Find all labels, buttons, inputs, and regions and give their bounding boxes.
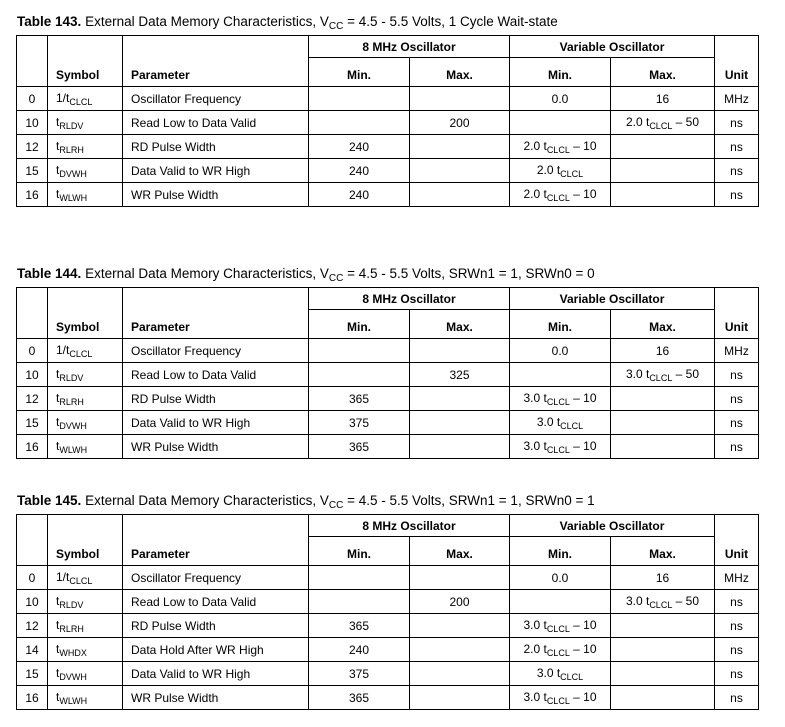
header-no [17, 537, 48, 566]
header-row-columns [17, 537, 759, 566]
cell-parameter: Read Low to Data Valid [123, 111, 309, 135]
cell-main: 0.0 [551, 570, 569, 585]
caption-label: Table 143. [17, 14, 82, 29]
cell-subscript: CLCL [546, 445, 570, 455]
header-blank-symbol [48, 288, 123, 310]
cell-max-8mhz [410, 387, 510, 411]
cell-symbol [48, 183, 123, 207]
cell-parameter: Data Valid to WR High [123, 662, 309, 686]
header-variable-oscillator: Variable Oscillator [510, 515, 715, 537]
header-parameter: Parameter [123, 537, 309, 566]
cell-tail: – 10 [569, 139, 597, 153]
cell-main: 3.0 t [625, 594, 650, 608]
header-unit: Unit [715, 537, 759, 566]
cell-max-8mhz [410, 662, 510, 686]
cell-tail: – 50 [672, 115, 700, 129]
cell-tail: – 10 [569, 618, 597, 632]
header-blank-unit [715, 515, 759, 537]
cell-unit: ns [715, 135, 759, 159]
header-min-variable: Min. [510, 58, 611, 87]
table-row [17, 686, 759, 710]
header-blank-unit [715, 36, 759, 58]
cell-symbol [48, 566, 123, 590]
cell-main: 3.0 t [523, 391, 547, 405]
cell-number: 15 [17, 662, 48, 686]
header-max-variable: Max. [611, 58, 715, 87]
cell-main: 16 [655, 91, 670, 106]
cell-main: t [56, 439, 60, 453]
cell-main: t [56, 594, 60, 608]
data-table [16, 514, 759, 710]
table-row [17, 87, 759, 111]
cell-number: 16 [17, 435, 48, 459]
cell-min-variable [510, 135, 611, 159]
cell-min-variable [510, 590, 611, 614]
cell-number: 15 [17, 411, 48, 435]
cell-subscript: CLCL [546, 696, 570, 706]
cell-unit: ns [715, 614, 759, 638]
cell-min-variable [510, 614, 611, 638]
cell-symbol [48, 135, 123, 159]
cell-subscript: WLWH [59, 445, 88, 455]
caption-text: External Data Memory Characteristics, V [85, 266, 329, 281]
table-caption [17, 266, 595, 282]
cell-main: t [56, 163, 60, 177]
cell-tail: – 10 [569, 187, 597, 201]
cell-max-variable [611, 614, 715, 638]
header-symbol: Symbol [48, 537, 123, 566]
cell-subscript: WLWH [59, 193, 88, 203]
cell-subscript: DVWH [59, 672, 87, 682]
cell-max-8mhz [410, 614, 510, 638]
table-row [17, 339, 759, 363]
cell-max-8mhz [410, 183, 510, 207]
cell-max-variable [611, 135, 715, 159]
header-parameter: Parameter [123, 58, 309, 87]
cell-main: 0.0 [551, 91, 569, 106]
header-8mhz-oscillator: 8 MHz Oscillator [309, 515, 510, 537]
cell-tail: – 10 [569, 642, 597, 656]
table-row [17, 183, 759, 207]
cell-max-variable [611, 183, 715, 207]
cell-min-8mhz: 365 [309, 686, 410, 710]
cell-subscript: RLDV [59, 121, 84, 131]
cell-subscript: CLCL [560, 672, 584, 682]
cell-min-variable [510, 638, 611, 662]
cell-max-8mhz [410, 638, 510, 662]
header-row-columns [17, 310, 759, 339]
cell-max-8mhz [410, 686, 510, 710]
cell-main: 2.0 t [536, 163, 561, 177]
cell-max-variable [611, 159, 715, 183]
header-symbol: Symbol [48, 310, 123, 339]
cell-subscript: CLCL [546, 624, 570, 634]
cell-parameter: RD Pulse Width [123, 387, 309, 411]
cell-min-8mhz [309, 566, 410, 590]
cell-min-variable [510, 686, 611, 710]
cell-main: t [56, 187, 60, 201]
cell-number: 0 [17, 566, 48, 590]
table-row [17, 135, 759, 159]
cell-max-variable [611, 435, 715, 459]
cell-max-8mhz: 200 [410, 590, 510, 614]
header-max-variable: Max. [611, 310, 715, 339]
header-min-variable: Min. [510, 310, 611, 339]
cell-number: 12 [17, 387, 48, 411]
cell-main: t [56, 618, 60, 632]
table-row [17, 363, 759, 387]
cell-unit: ns [715, 435, 759, 459]
cell-main: t [56, 367, 60, 381]
cell-unit: ns [715, 111, 759, 135]
cell-subscript: CLCL [560, 169, 584, 179]
header-max-variable: Max. [611, 537, 715, 566]
header-variable-oscillator: Variable Oscillator [510, 288, 715, 310]
cell-min-variable [510, 339, 611, 363]
cell-main: 2.0 t [523, 187, 547, 201]
cell-max-8mhz: 325 [410, 363, 510, 387]
cell-min-variable [510, 435, 611, 459]
cell-min-8mhz [309, 363, 410, 387]
cell-subscript: RLRH [59, 624, 84, 634]
caption-tail: = 4.5 - 5.5 Volts, SRWn1 = 1, SRWn0 = 0 [343, 266, 595, 281]
cell-main: 16 [655, 570, 670, 585]
caption-sub: CC [328, 500, 344, 511]
cell-max-8mhz [410, 159, 510, 183]
cell-parameter: Oscillator Frequency [123, 87, 309, 111]
cell-main: 1/t [56, 343, 70, 357]
cell-min-8mhz: 365 [309, 387, 410, 411]
cell-symbol [48, 363, 123, 387]
caption-text: External Data Memory Characteristics, V [85, 493, 329, 508]
cell-parameter: Oscillator Frequency [123, 339, 309, 363]
cell-max-variable [611, 111, 715, 135]
cell-unit: ns [715, 662, 759, 686]
cell-subscript: WHDX [59, 648, 87, 658]
header-parameter: Parameter [123, 310, 309, 339]
cell-subscript: CLCL [69, 97, 93, 107]
cell-subscript: CLCL [560, 421, 584, 431]
header-blank-parameter [123, 288, 309, 310]
header-8mhz-oscillator: 8 MHz Oscillator [309, 288, 510, 310]
cell-parameter: Read Low to Data Valid [123, 590, 309, 614]
cell-unit: MHz [715, 87, 759, 111]
cell-tail: – 10 [569, 690, 597, 704]
cell-subscript: CLCL [649, 600, 673, 610]
cell-min-variable [510, 411, 611, 435]
cell-main: 3.0 t [536, 666, 561, 680]
cell-parameter: Data Valid to WR High [123, 159, 309, 183]
cell-number: 10 [17, 590, 48, 614]
cell-min-8mhz: 375 [309, 662, 410, 686]
header-row-groups [17, 36, 759, 58]
cell-max-8mhz [410, 339, 510, 363]
header-blank-no [17, 36, 48, 58]
cell-main: 3.0 t [523, 439, 547, 453]
cell-max-variable [611, 662, 715, 686]
cell-min-8mhz: 240 [309, 135, 410, 159]
cell-max-variable [611, 411, 715, 435]
cell-number: 12 [17, 135, 48, 159]
cell-tail: – 10 [569, 391, 597, 405]
cell-unit: MHz [715, 566, 759, 590]
table-row [17, 662, 759, 686]
cell-parameter: WR Pulse Width [123, 435, 309, 459]
cell-symbol [48, 339, 123, 363]
cell-main: 3.0 t [523, 618, 547, 632]
cell-symbol [48, 435, 123, 459]
caption-tail: = 4.5 - 5.5 Volts, 1 Cycle Wait-state [343, 14, 558, 29]
cell-main: 2.0 t [625, 115, 650, 129]
cell-min-8mhz [309, 590, 410, 614]
header-min-8mhz: Min. [309, 310, 410, 339]
cell-symbol [48, 387, 123, 411]
cell-unit: ns [715, 686, 759, 710]
cell-max-8mhz [410, 435, 510, 459]
cell-main: 1/t [56, 91, 70, 105]
cell-min-8mhz [309, 111, 410, 135]
header-no [17, 310, 48, 339]
header-max-8mhz: Max. [410, 58, 510, 87]
cell-symbol [48, 111, 123, 135]
table-caption [17, 493, 595, 509]
cell-unit: MHz [715, 339, 759, 363]
cell-subscript: CLCL [546, 397, 570, 407]
cell-unit: ns [715, 159, 759, 183]
table-header [17, 515, 759, 566]
caption-text: External Data Memory Characteristics, V [85, 14, 329, 29]
cell-parameter: WR Pulse Width [123, 686, 309, 710]
cell-min-variable [510, 183, 611, 207]
header-unit: Unit [715, 310, 759, 339]
cell-min-variable [510, 662, 611, 686]
cell-number: 10 [17, 111, 48, 135]
table-row [17, 590, 759, 614]
header-blank-no [17, 288, 48, 310]
table-caption [17, 14, 558, 30]
header-row-groups [17, 288, 759, 310]
cell-main: 2.0 t [523, 139, 547, 153]
header-max-8mhz: Max. [410, 537, 510, 566]
cell-main: 3.0 t [536, 415, 561, 429]
cell-main: 1/t [56, 570, 70, 584]
cell-subscript: CLCL [69, 576, 93, 586]
cell-max-variable [611, 638, 715, 662]
table-row [17, 435, 759, 459]
cell-symbol [48, 662, 123, 686]
cell-subscript: RLRH [59, 145, 84, 155]
data-table [16, 35, 759, 207]
cell-unit: ns [715, 590, 759, 614]
cell-number: 16 [17, 686, 48, 710]
table-header [17, 288, 759, 339]
cell-symbol [48, 590, 123, 614]
table-row [17, 566, 759, 590]
cell-subscript: RLDV [59, 600, 84, 610]
cell-min-variable [510, 111, 611, 135]
table-row [17, 159, 759, 183]
cell-symbol [48, 686, 123, 710]
cell-main: 3.0 t [523, 690, 547, 704]
header-variable-oscillator: Variable Oscillator [510, 36, 715, 58]
cell-subscript: DVWH [59, 421, 87, 431]
cell-main: t [56, 642, 60, 656]
header-no [17, 58, 48, 87]
cell-symbol [48, 159, 123, 183]
cell-unit: ns [715, 363, 759, 387]
cell-main: 3.0 t [625, 367, 650, 381]
cell-subscript: CLCL [546, 193, 570, 203]
cell-tail: – 50 [672, 367, 700, 381]
cell-subscript: DVWH [59, 169, 87, 179]
cell-number: 0 [17, 87, 48, 111]
cell-main: t [56, 666, 60, 680]
cell-min-variable [510, 159, 611, 183]
header-blank-no [17, 515, 48, 537]
table-row [17, 614, 759, 638]
cell-subscript: CLCL [69, 349, 93, 359]
cell-number: 16 [17, 183, 48, 207]
cell-max-variable [611, 387, 715, 411]
cell-number: 10 [17, 363, 48, 387]
cell-min-8mhz [309, 87, 410, 111]
cell-main: t [56, 391, 60, 405]
cell-symbol [48, 87, 123, 111]
cell-subscript: CLCL [649, 373, 673, 383]
caption-label: Table 145. [17, 493, 82, 508]
header-row-groups [17, 515, 759, 537]
cell-main: t [56, 139, 60, 153]
cell-max-variable [611, 686, 715, 710]
cell-number: 12 [17, 614, 48, 638]
cell-tail: – 50 [672, 594, 700, 608]
table-row [17, 638, 759, 662]
cell-parameter: Data Valid to WR High [123, 411, 309, 435]
cell-max-variable [611, 363, 715, 387]
cell-max-variable [611, 590, 715, 614]
cell-max-variable [611, 339, 715, 363]
header-min-8mhz: Min. [309, 537, 410, 566]
cell-symbol [48, 614, 123, 638]
header-row-columns [17, 58, 759, 87]
caption-sub: CC [328, 21, 344, 32]
cell-unit: ns [715, 387, 759, 411]
cell-max-8mhz [410, 87, 510, 111]
cell-max-8mhz: 200 [410, 111, 510, 135]
cell-main: t [56, 115, 60, 129]
table-body [17, 566, 759, 710]
cell-min-8mhz [309, 339, 410, 363]
cell-subscript: CLCL [649, 121, 673, 131]
table-row [17, 111, 759, 135]
caption-sub: CC [328, 273, 344, 284]
table-body [17, 339, 759, 459]
cell-symbol [48, 638, 123, 662]
cell-min-variable [510, 363, 611, 387]
table-header [17, 36, 759, 87]
table-row [17, 411, 759, 435]
cell-min-8mhz: 240 [309, 159, 410, 183]
header-blank-parameter [123, 36, 309, 58]
cell-min-variable [510, 87, 611, 111]
cell-number: 0 [17, 339, 48, 363]
cell-parameter: Data Hold After WR High [123, 638, 309, 662]
caption-tail: = 4.5 - 5.5 Volts, SRWn1 = 1, SRWn0 = 1 [343, 493, 595, 508]
header-max-8mhz: Max. [410, 310, 510, 339]
cell-symbol [48, 411, 123, 435]
cell-unit: ns [715, 183, 759, 207]
data-table [16, 287, 759, 459]
cell-max-8mhz [410, 135, 510, 159]
cell-number: 14 [17, 638, 48, 662]
cell-max-variable [611, 87, 715, 111]
table-body [17, 87, 759, 207]
header-blank-symbol [48, 515, 123, 537]
cell-min-8mhz: 365 [309, 614, 410, 638]
header-blank-parameter [123, 515, 309, 537]
cell-main: 0.0 [551, 343, 569, 358]
cell-min-8mhz: 240 [309, 183, 410, 207]
header-blank-unit [715, 288, 759, 310]
cell-min-variable [510, 387, 611, 411]
cell-min-variable [510, 566, 611, 590]
cell-number: 15 [17, 159, 48, 183]
cell-parameter: Read Low to Data Valid [123, 363, 309, 387]
caption-label: Table 144. [17, 266, 82, 281]
cell-subscript: RLRH [59, 397, 84, 407]
cell-min-8mhz: 240 [309, 638, 410, 662]
header-symbol: Symbol [48, 58, 123, 87]
cell-max-8mhz [410, 411, 510, 435]
cell-subscript: CLCL [546, 648, 570, 658]
header-unit: Unit [715, 58, 759, 87]
cell-min-8mhz: 365 [309, 435, 410, 459]
cell-parameter: WR Pulse Width [123, 183, 309, 207]
cell-main: t [56, 690, 60, 704]
cell-subscript: CLCL [546, 145, 570, 155]
header-8mhz-oscillator: 8 MHz Oscillator [309, 36, 510, 58]
cell-unit: ns [715, 638, 759, 662]
cell-max-variable [611, 566, 715, 590]
cell-parameter: RD Pulse Width [123, 614, 309, 638]
table-row [17, 387, 759, 411]
cell-main: t [56, 415, 60, 429]
cell-main: 2.0 t [523, 642, 547, 656]
cell-parameter: RD Pulse Width [123, 135, 309, 159]
cell-parameter: Oscillator Frequency [123, 566, 309, 590]
header-blank-symbol [48, 36, 123, 58]
header-min-variable: Min. [510, 537, 611, 566]
header-min-8mhz: Min. [309, 58, 410, 87]
cell-subscript: WLWH [59, 696, 88, 706]
cell-max-8mhz [410, 566, 510, 590]
cell-subscript: RLDV [59, 373, 84, 383]
cell-tail: – 10 [569, 439, 597, 453]
cell-main: 16 [655, 343, 670, 358]
cell-min-8mhz: 375 [309, 411, 410, 435]
cell-unit: ns [715, 411, 759, 435]
